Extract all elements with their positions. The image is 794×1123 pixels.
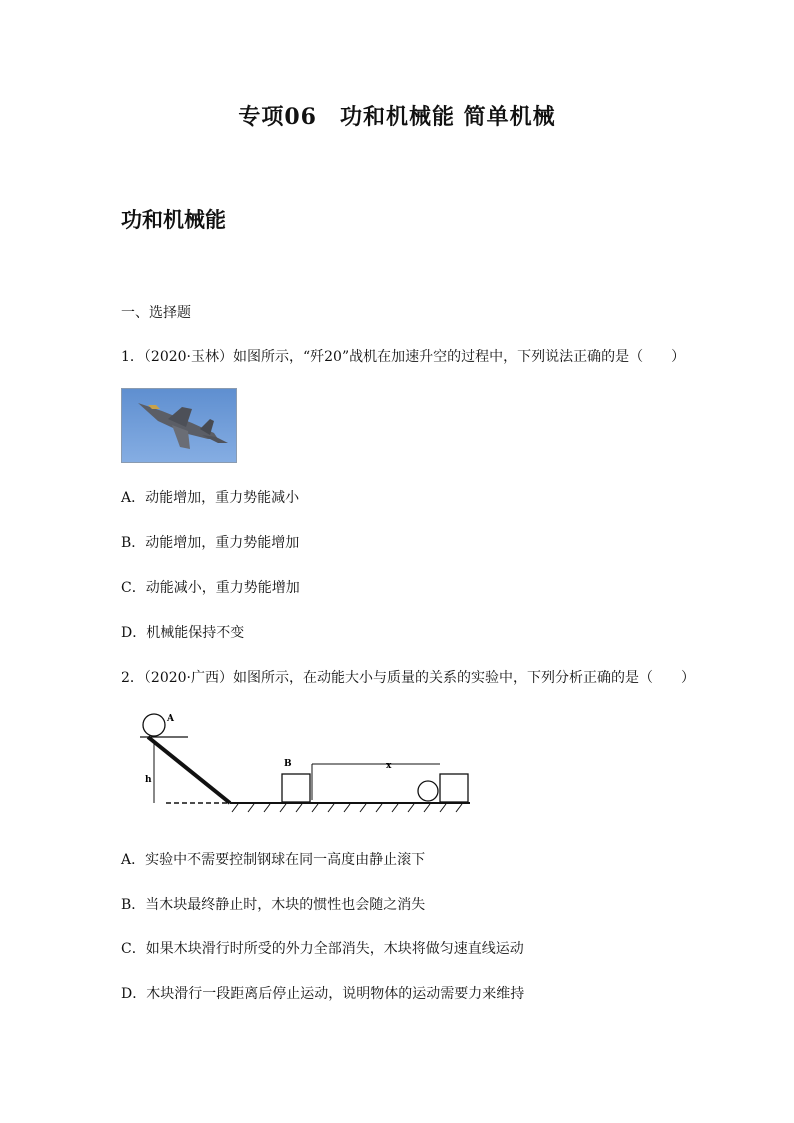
question-2-option-d: D．木块滑行一段距离后停止运动，说明物体的运动需要力来维持 xyxy=(121,986,525,1002)
label-height: h xyxy=(145,775,152,785)
steel-ball-bottom xyxy=(418,781,438,801)
question-2-option-b: B．当木块最终静止时，木块的惯性也会随之消失 xyxy=(121,897,426,913)
label-block: B xyxy=(284,759,292,769)
label-distance: x xyxy=(386,761,392,771)
part-heading: 一、选择题 xyxy=(121,305,191,321)
fighter-jet-icon xyxy=(122,389,237,463)
question-1-option-b: B．动能增加，重力势能增加 xyxy=(121,535,300,551)
kinetic-energy-experiment-diagram xyxy=(136,708,476,818)
section-title: 功和机械能 xyxy=(121,207,226,232)
wooden-block-start xyxy=(282,774,310,802)
question-2-option-a: A．实验中不需要控制钢球在同一高度由静止滚下 xyxy=(121,852,426,868)
steel-ball-top xyxy=(143,714,165,736)
label-ball: A xyxy=(167,714,174,724)
question-2-stem: 2．（2020·广西）如图所示，在动能大小与质量的关系的实验中，下列分析正确的是（ ） xyxy=(121,670,695,686)
question-1-stem: 1．（2020·玉林）如图所示，“歼20”战机在加速升空的过程中，下列说法正确的是（ ） xyxy=(121,349,686,365)
document-title: 专项06 功和机械能 简单机械 xyxy=(238,104,556,130)
wooden-block-end xyxy=(440,774,468,802)
question-1-option-c: C．动能减小，重力势能增加 xyxy=(121,580,300,596)
question-2-option-c: C．如果木块滑行时所受的外力全部消失，木块将做匀速直线运动 xyxy=(121,941,524,957)
question-1-option-d: D．机械能保持不变 xyxy=(121,625,245,641)
fighter-jet-photo xyxy=(121,388,237,463)
question-1-option-a: A．动能增加，重力势能减小 xyxy=(121,490,300,506)
